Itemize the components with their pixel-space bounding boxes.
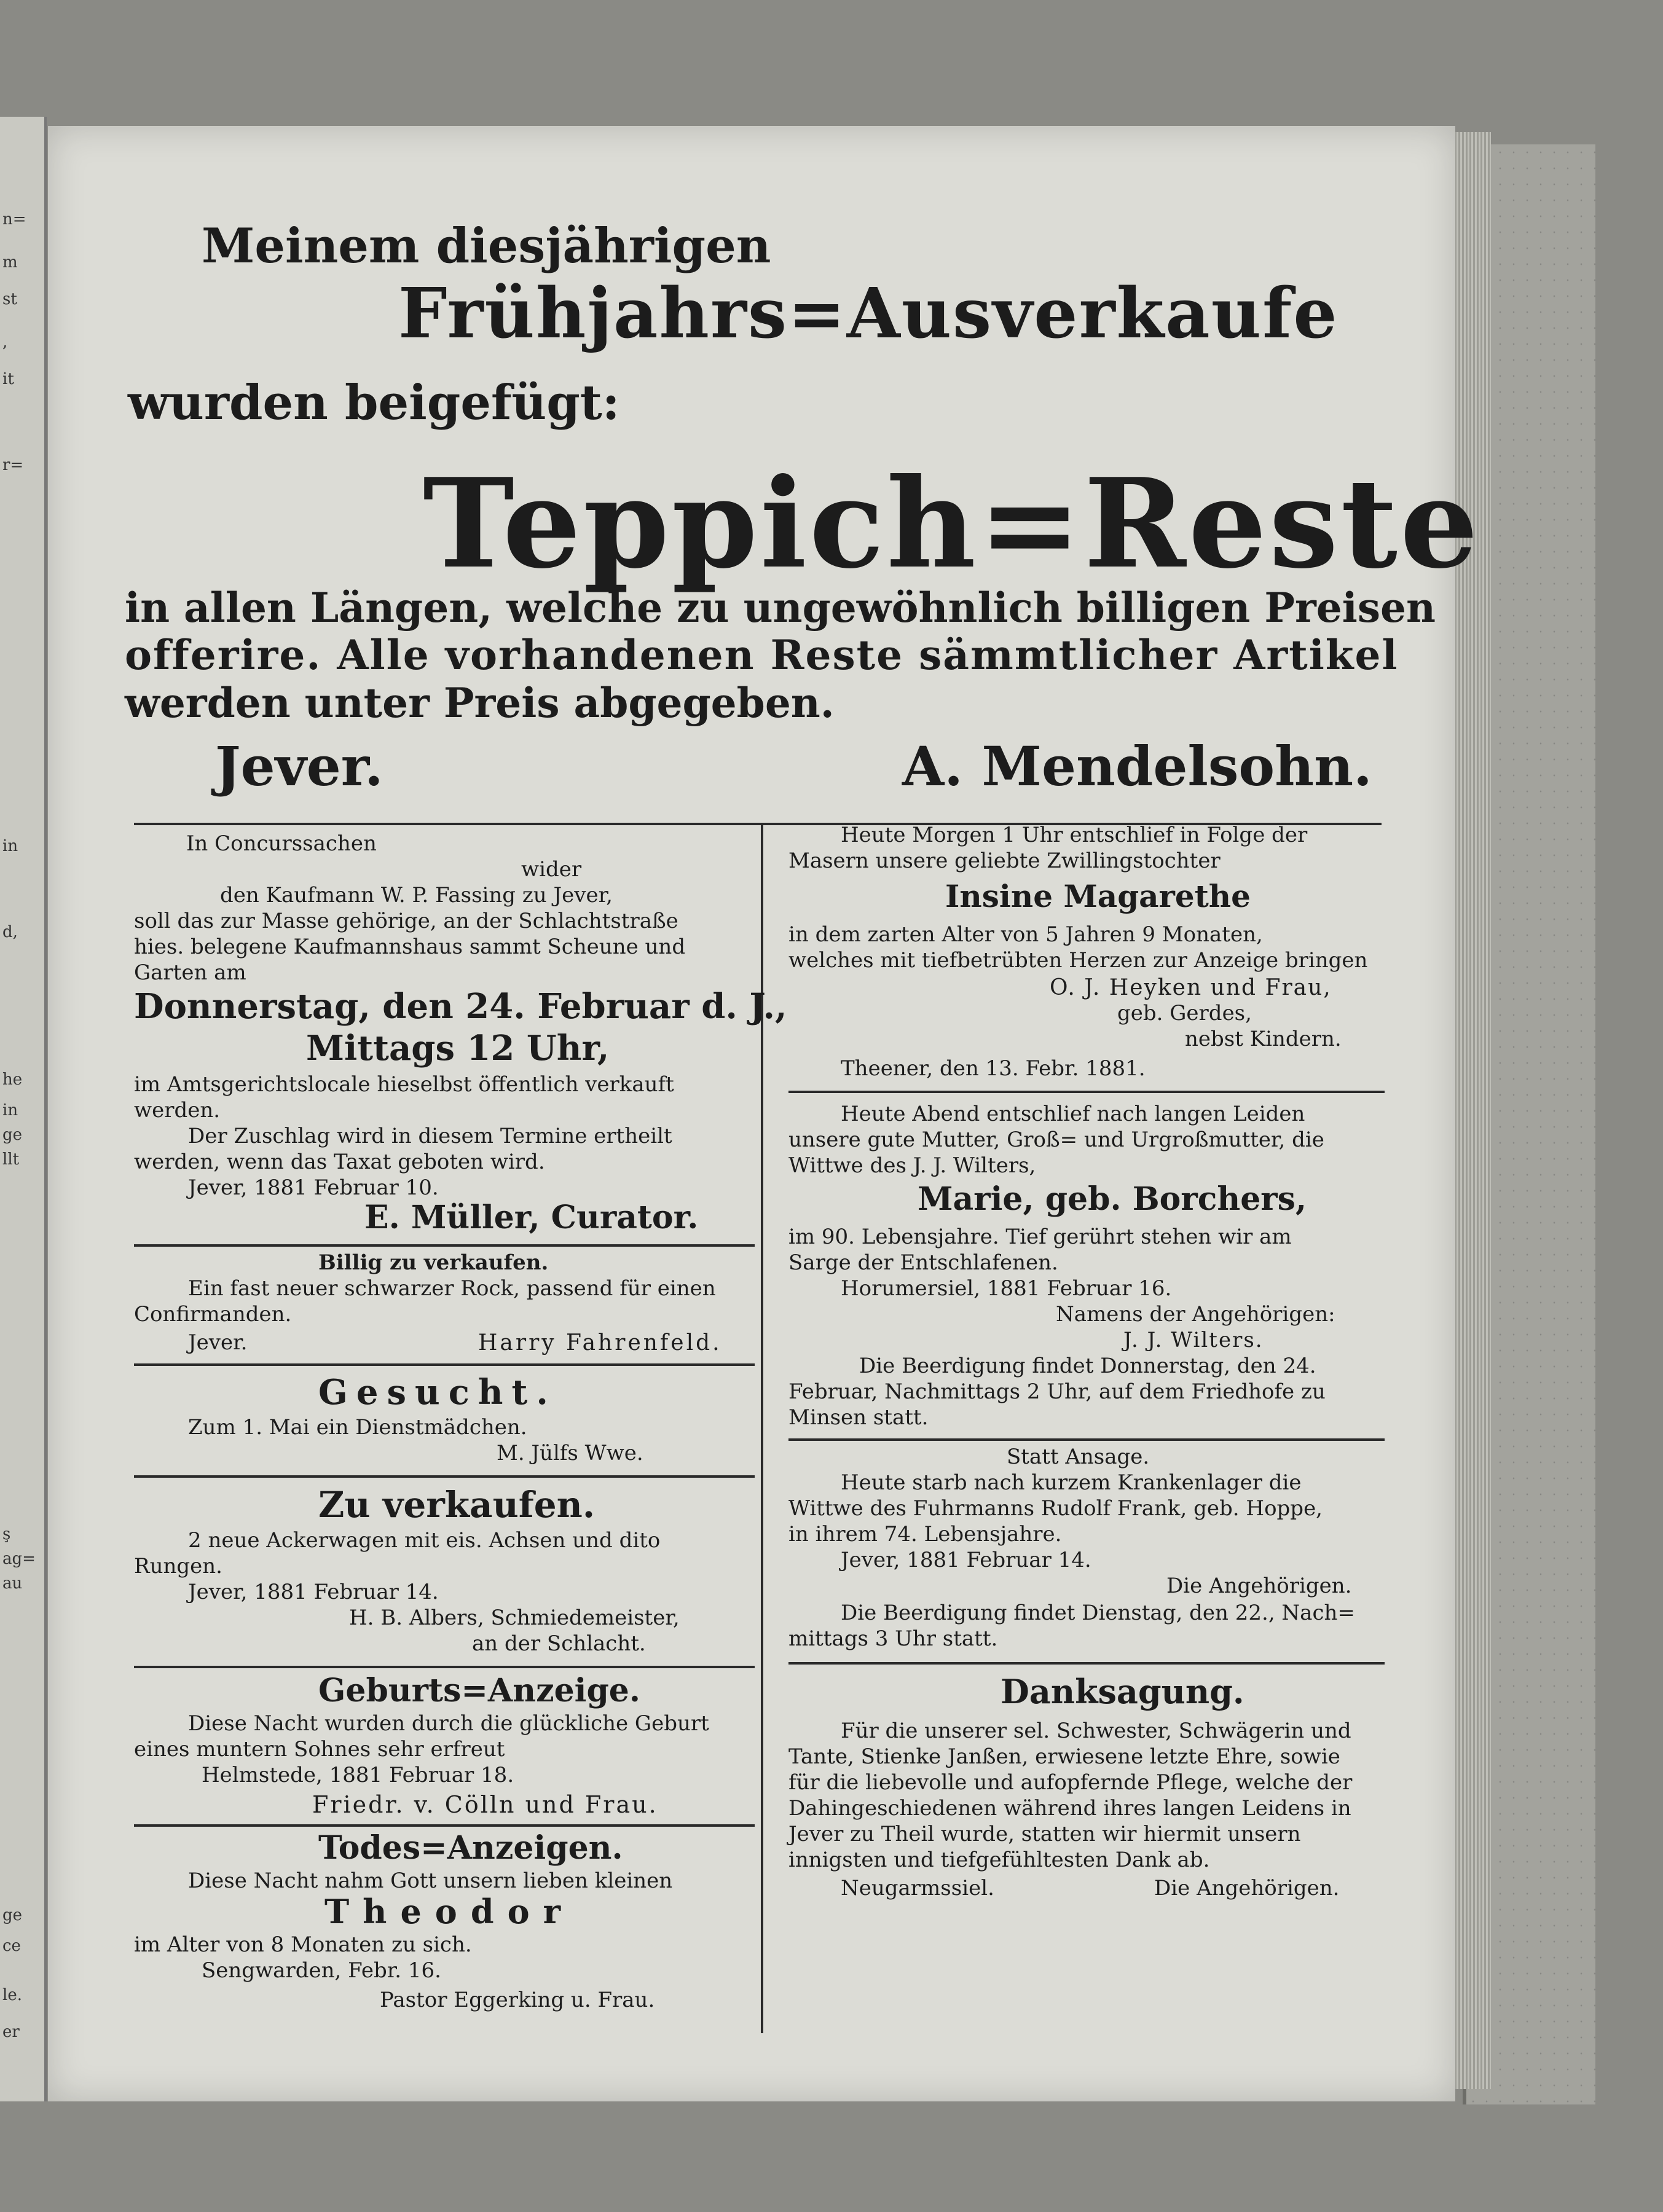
concurs-date: Donnerstag, den 24. Februar d. J.,: [134, 986, 787, 1027]
rule-r2: [788, 1438, 1385, 1441]
concurs-l8: werden.: [134, 1098, 221, 1123]
todes-name: Theodor: [324, 1892, 575, 1931]
verkaufen-l1: 2 neue Ackerwagen mit eis. Achsen und dito: [188, 1528, 661, 1553]
dank-l2: Tante, Stienke Janßen, erwiesene letzte Ehre, sowie: [788, 1744, 1340, 1769]
concurs-l11: Jever, 1881 Februar 10.: [188, 1175, 439, 1200]
concurs-time: Mittags 12 Uhr,: [306, 1028, 610, 1069]
billig-title: Billig zu verkaufen.: [318, 1250, 549, 1275]
verkaufen-sign1: H. B. Albers, Schmiedemeister,: [349, 1606, 680, 1630]
ad-line-2: Frühjahrs=Ausverkaufe: [398, 273, 1339, 354]
a1-l4: welches mit tiefbetrübten Herzen zur Anzeige bringen: [788, 948, 1368, 973]
a3-l7: Die Beerdigung findet Dienstag, den 22., Nach=: [841, 1601, 1355, 1625]
concurs-l9: Der Zuschlag wird in diesem Termine ertheilt: [188, 1124, 672, 1148]
todes-sign: Pastor Eggerking u. Frau.: [380, 1988, 655, 2012]
billig-l2: Confirmanden.: [134, 1302, 292, 1327]
ad-line-1: Meinem diesjährigen: [202, 218, 771, 274]
a1-l2: Masern unsere geliebte Zwillingstochter: [788, 849, 1221, 873]
a2-l7: Namens der Angehörigen:: [1056, 1302, 1335, 1327]
adjacent-page-fragment: m: [2, 253, 18, 272]
rule-3: [134, 1475, 755, 1478]
concurs-l6: Garten am: [134, 960, 246, 985]
a3-l4: in ihrem 74. Lebensjahre.: [788, 1522, 1062, 1547]
a3-l5: Jever, 1881 Februar 14.: [841, 1548, 1091, 1572]
gesucht-l1: Zum 1. Mai ein Dienstmädchen.: [188, 1415, 527, 1440]
dank-l4: Dahingeschiedenen während ihres langen Leidens in: [788, 1796, 1351, 1821]
newspaper-page: [48, 126, 1481, 2101]
rule-5: [134, 1824, 755, 1827]
adjacent-page-fragment: in: [2, 1101, 18, 1120]
geburt-l2: eines muntern Sohnes sehr erfreut: [134, 1737, 505, 1762]
a1-l1: Heute Morgen 1 Uhr entschlief in Folge der: [841, 823, 1308, 847]
ad-line-3: wurden beigefügt:: [128, 375, 620, 431]
a3-l6: Die Angehörigen.: [1166, 1574, 1352, 1598]
adjacent-page-fragment: he: [2, 1070, 23, 1089]
adjacent-page-fragment: ş: [2, 1525, 11, 1543]
concurs-sign: E. Müller, Curator.: [364, 1199, 699, 1236]
verkaufen-sign2: an der Schlacht.: [472, 1631, 646, 1656]
a2-l10: Februar, Nachmittags 2 Uhr, auf dem Friedhofe zu: [788, 1379, 1326, 1404]
dank-l6: innigsten und tiefgefühltesten Dank ab.: [788, 1848, 1210, 1872]
a3-l8: mittags 3 Uhr statt.: [788, 1626, 998, 1651]
a2-l4: im 90. Lebensjahre. Tief gerührt stehen wir am: [788, 1225, 1292, 1249]
adjacent-page-fragment: d,: [2, 923, 18, 941]
concurs-l4: soll das zur Masse gehörige, an der Schlachtstraße: [134, 909, 678, 933]
billig-sign: Harry Fahrenfeld.: [478, 1330, 722, 1355]
dank-l1: Für die unserer sel. Schwester, Schwägerin und: [841, 1719, 1351, 1743]
adjacent-page-fragment: au: [2, 1574, 23, 1593]
ad-firm: A. Mendelsohn.: [902, 734, 1372, 798]
rule-1: [134, 1244, 755, 1247]
adjacent-page-fragment: ,: [2, 333, 8, 351]
rule-r3: [788, 1662, 1385, 1665]
a3-l2: Heute starb nach kurzem Krankenlager die: [841, 1470, 1302, 1495]
geburt-l1: Diese Nacht wurden durch die glückliche Geburt: [188, 1711, 709, 1736]
gesucht-sign: M. Jülfs Wwe.: [497, 1441, 643, 1465]
concurs-l1: In Concurssachen: [186, 831, 377, 856]
adjacent-page-fragment: llt: [2, 1150, 20, 1169]
verkaufen-l2: Rungen.: [134, 1554, 222, 1579]
geburt-title: Geburts=Anzeige.: [318, 1672, 640, 1709]
a2-name: Marie, geb. Borchers,: [918, 1180, 1307, 1218]
a1-name: Insine Magarethe: [945, 878, 1251, 914]
a2-l3: Wittwe des J. J. Wilters,: [788, 1153, 1036, 1178]
dank-sign: Die Angehörigen.: [1154, 1876, 1340, 1900]
a2-l8: J. J. Wilters.: [1123, 1328, 1264, 1352]
todes-l2: im Alter von 8 Monaten zu sich.: [134, 1932, 472, 1957]
adjacent-page-fragment: n=: [2, 210, 26, 229]
a1-l8: Theener, den 13. Febr. 1881.: [841, 1056, 1146, 1081]
a2-l6: Horumersiel, 1881 Februar 16.: [841, 1276, 1172, 1301]
a1-l7: nebst Kindern.: [1185, 1027, 1342, 1051]
todes-l1: Diese Nacht nahm Gott unsern lieben kleinen: [188, 1869, 673, 1893]
concurs-l2: wider: [521, 857, 582, 882]
adjacent-page-fragment: in: [2, 837, 18, 855]
ad-body-3: werden unter Preis abgegeben.: [125, 679, 835, 727]
a1-l3: in dem zarten Alter von 5 Jahren 9 Monaten,: [788, 922, 1263, 947]
adjacent-page-fragment: ce: [2, 1937, 21, 1955]
a1-l6: geb. Gerdes,: [1117, 1001, 1252, 1026]
a2-l11: Minsen statt.: [788, 1405, 929, 1430]
a2-l9: Die Beerdigung findet Donnerstag, den 24.: [859, 1354, 1316, 1378]
a1-l5: O. J. Heyken und Frau,: [1050, 975, 1332, 1000]
dank-place: Neugarmssiel.: [841, 1876, 994, 1900]
dank-title: Danksagung.: [1001, 1672, 1244, 1711]
dank-l5: Jever zu Theil wurde, statten wir hiermit unsern: [788, 1822, 1301, 1846]
rule-r1: [788, 1091, 1385, 1093]
verkaufen-l3: Jever, 1881 Februar 14.: [188, 1580, 439, 1604]
rule-2: [134, 1363, 755, 1366]
ad-headline: Teppich=Reste: [423, 452, 1481, 596]
geburt-l3: Helmstede, 1881 Februar 18.: [202, 1763, 514, 1787]
adjacent-page-fragment: r=: [2, 456, 24, 474]
billig-place: Jever.: [188, 1330, 248, 1355]
ad-place: Jever.: [215, 734, 383, 798]
ad-body-1: in allen Längen, welche zu ungewöhnlich billigen Preisen: [125, 584, 1436, 632]
a2-l1: Heute Abend entschlief nach langen Leiden: [841, 1102, 1305, 1126]
concurs-l7: im Amtsgerichtslocale hieselbst öffentlich verkauft: [134, 1072, 674, 1097]
concurs-l10: werden, wenn das Taxat geboten wird.: [134, 1150, 545, 1174]
a2-l2: unsere gute Mutter, Groß= und Urgroßmutter, die: [788, 1128, 1324, 1152]
todes-l3: Sengwarden, Febr. 16.: [202, 1958, 441, 1983]
concurs-l5: hies. belegene Kaufmannshaus sammt Scheune und: [134, 935, 686, 959]
rule-4: [134, 1666, 755, 1668]
concurs-l3: den Kaufmann W. P. Fassing zu Jever,: [220, 883, 613, 908]
adjacent-page-fragment: ag=: [2, 1550, 36, 1568]
geburt-sign: Friedr. v. Cölln und Frau.: [312, 1791, 658, 1818]
ad-body-2: offerire. Alle vorhandenen Reste sämmtlicher Artikel: [125, 631, 1399, 679]
gesucht-title: Gesucht.: [318, 1372, 557, 1413]
a3-l1: Statt Ansage.: [1007, 1445, 1150, 1469]
verkaufen-title: Zu verkaufen.: [318, 1484, 596, 1526]
adjacent-page-fragment: it: [2, 370, 14, 388]
billig-l1: Ein fast neuer schwarzer Rock, passend für einen: [188, 1276, 716, 1301]
a2-l5: Sarge der Entschlafenen.: [788, 1250, 1058, 1275]
adjacent-page-fragment: st: [2, 290, 17, 308]
adjacent-page-fragment: er: [2, 2023, 20, 2041]
adjacent-page-fragment: ge: [2, 1126, 23, 1144]
dank-l3: für die liebevolle und aufopfernde Pflege, welche der: [788, 1770, 1353, 1795]
a3-l3: Wittwe des Fuhrmanns Rudolf Frank, geb. Hoppe,: [788, 1496, 1323, 1521]
adjacent-page-fragment: ge: [2, 1906, 23, 1924]
todes-title: Todes=Anzeigen.: [318, 1829, 623, 1867]
adjacent-page-fragment: le.: [2, 1986, 22, 2004]
